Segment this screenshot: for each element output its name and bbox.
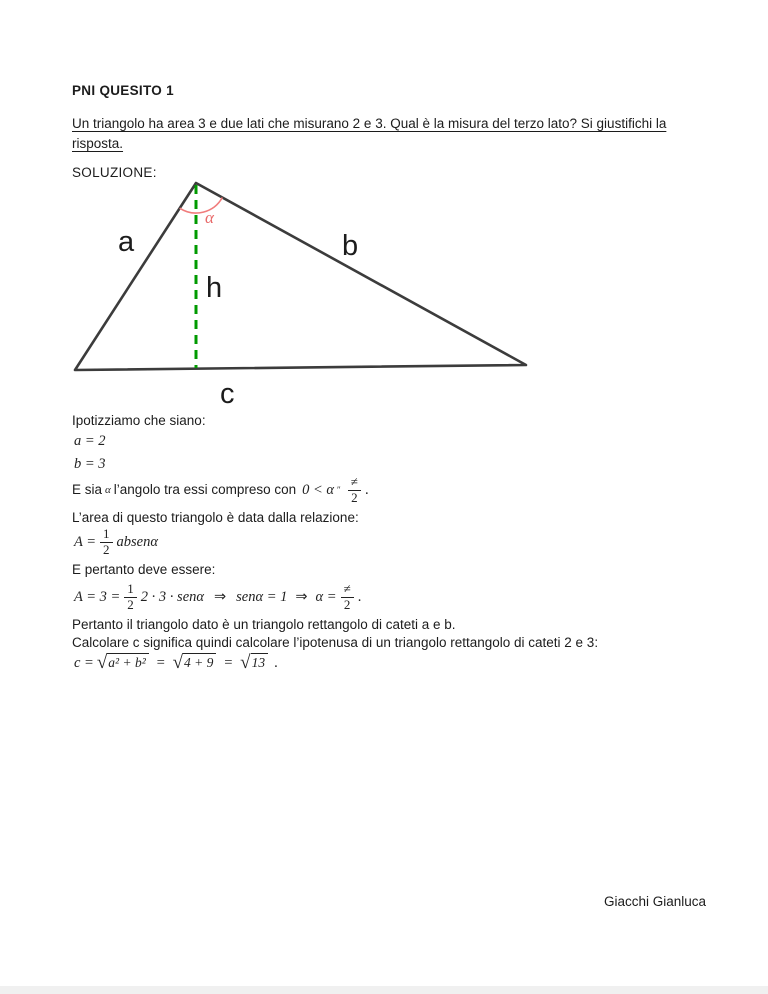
radical-sign: √ bbox=[240, 652, 251, 674]
triangle-diagram bbox=[58, 175, 558, 409]
assume-label: Ipotizziamo che siano: bbox=[72, 413, 206, 428]
triangle-outline bbox=[75, 183, 526, 370]
fraction-denominator: 2 bbox=[127, 596, 134, 612]
main-eq-mid: senα = 1 bbox=[236, 588, 288, 605]
fraction-denominator: 2 bbox=[351, 489, 358, 505]
radical-expression bbox=[240, 653, 268, 673]
fraction-denominator: 2 bbox=[103, 541, 110, 557]
equation-period: . bbox=[357, 588, 362, 605]
solution-heading: SOLUZIONE: bbox=[72, 165, 157, 180]
page-title: PNI QUESITO 1 bbox=[72, 83, 174, 98]
sentence-period: . bbox=[364, 481, 369, 498]
radical-expression bbox=[173, 653, 217, 673]
radicand: a² + b² bbox=[107, 653, 148, 671]
fraction-numerator: ≠ bbox=[348, 475, 361, 491]
c-equation bbox=[74, 651, 278, 675]
radical-sign: √ bbox=[172, 652, 183, 674]
radicand: 4 + 9 bbox=[183, 653, 216, 671]
fraction-numerator: 1 bbox=[124, 582, 137, 598]
label-side-b: b bbox=[342, 230, 359, 262]
problem-statement bbox=[72, 114, 702, 154]
area-formula-lhs: A = bbox=[74, 533, 97, 550]
pi-half-fraction bbox=[348, 475, 361, 506]
angle-sentence-mid: l’angolo tra essi compreso con bbox=[113, 482, 297, 497]
page-bottom-strip bbox=[0, 986, 768, 994]
author-name: Giacchi Gianluca bbox=[604, 894, 707, 909]
main-eq-tail: α = bbox=[315, 588, 337, 605]
label-angle-alpha: α bbox=[205, 208, 214, 227]
radical-sign: √ bbox=[96, 652, 108, 674]
radicand: 13 bbox=[251, 653, 269, 671]
label-side-a: a bbox=[118, 226, 135, 258]
equation-period: . bbox=[274, 654, 278, 671]
fraction-numerator: 1 bbox=[100, 527, 113, 543]
main-eq-lhs: A = 3 = bbox=[74, 588, 121, 605]
c-eq-lhs: c = bbox=[74, 654, 94, 671]
angle-sentence bbox=[72, 474, 369, 506]
problem-line-1: Un triangolo ha area 3 e due lati che misurano 2 e 3. Qual è la misura del terzo lato? Si giustifichi la bbox=[72, 116, 667, 131]
main-eq-term: 2 · 3 · senα bbox=[140, 588, 204, 605]
radical-expression bbox=[97, 653, 149, 673]
alpha-symbol: α bbox=[105, 484, 111, 496]
equation-b: b = 3 bbox=[74, 456, 106, 472]
pi-half-fraction bbox=[341, 582, 354, 613]
conclusion-line-1: Pertanto il triangolo dato è un triangolo rettangolo di cateti a e b. bbox=[72, 617, 456, 632]
label-height: h bbox=[206, 272, 223, 304]
one-half-fraction bbox=[100, 527, 113, 558]
inequality-mark: ″ bbox=[337, 485, 341, 495]
area-label: L’area di questo triangolo è data dalla relazione: bbox=[72, 510, 359, 525]
equals-sign: = bbox=[223, 654, 234, 671]
implies-arrow: ⇒ bbox=[295, 588, 308, 605]
therefore-label: E pertanto deve essere: bbox=[72, 562, 216, 577]
angle-inequality: 0 < α bbox=[302, 481, 335, 498]
equation-a: a = 2 bbox=[74, 433, 106, 449]
implies-arrow: ⇒ bbox=[214, 588, 227, 605]
main-equation bbox=[74, 578, 361, 616]
area-formula-rhs: absenα bbox=[116, 533, 158, 550]
area-formula bbox=[74, 524, 158, 560]
fraction-denominator: 2 bbox=[343, 596, 351, 612]
problem-line-2: risposta. bbox=[72, 136, 124, 151]
conclusion-line-2: Calcolare c significa quindi calcolare l’ipotenusa di un triangolo rettangolo di cateti 2 e 3: bbox=[72, 635, 599, 650]
label-side-c: c bbox=[220, 378, 235, 409]
angle-sentence-pre: E sia bbox=[72, 482, 103, 497]
fraction-numerator: ≠ bbox=[341, 582, 354, 598]
equals-sign: = bbox=[155, 654, 166, 671]
one-half-fraction bbox=[124, 582, 137, 613]
